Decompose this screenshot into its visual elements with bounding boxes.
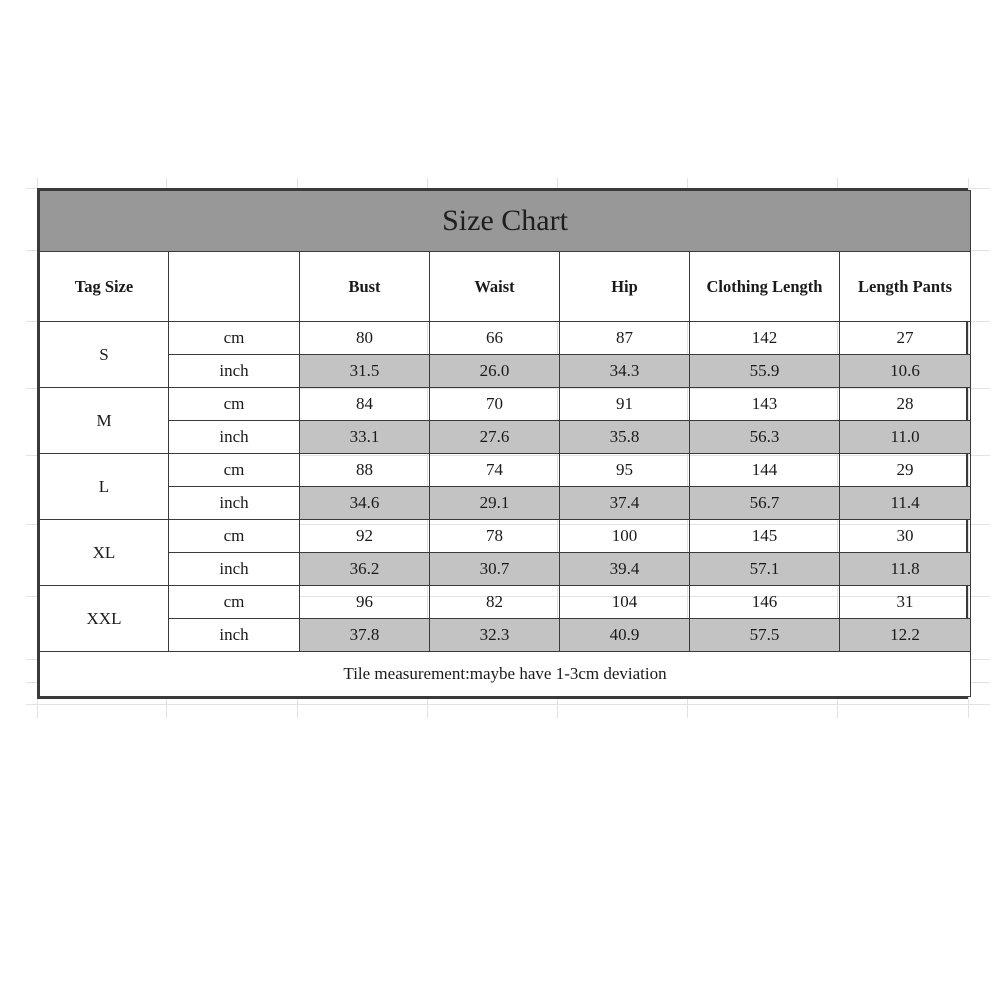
unit-label: cm: [169, 322, 300, 355]
size-label: S: [40, 322, 169, 388]
cell-length-pants: 31: [840, 586, 971, 619]
cell-length-pants: 12.2: [840, 619, 971, 652]
cell-bust: 34.6: [300, 487, 430, 520]
table-row: [40, 388, 971, 421]
cell-hip: 91: [560, 388, 690, 421]
cell-hip: 100: [560, 520, 690, 553]
table-row: [40, 586, 971, 619]
header-bust: Bust: [300, 252, 430, 322]
cell-clothing-length: 55.9: [690, 355, 840, 388]
header-tag-size: Tag Size: [40, 252, 169, 322]
table-row: [40, 421, 971, 454]
cell-clothing-length: 145: [690, 520, 840, 553]
gridline: [26, 704, 990, 705]
cell-clothing-length: 143: [690, 388, 840, 421]
cell-hip: 95: [560, 454, 690, 487]
cell-length-pants: 29: [840, 454, 971, 487]
unit-label: inch: [169, 355, 300, 388]
header-unit: [169, 252, 300, 322]
cell-hip: 37.4: [560, 487, 690, 520]
cell-clothing-length: 144: [690, 454, 840, 487]
cell-clothing-length: 56.3: [690, 421, 840, 454]
cell-clothing-length: 57.1: [690, 553, 840, 586]
cell-hip: 39.4: [560, 553, 690, 586]
cell-bust: 88: [300, 454, 430, 487]
cell-hip: 87: [560, 322, 690, 355]
size-label: XL: [40, 520, 169, 586]
cell-length-pants: 11.4: [840, 487, 971, 520]
header-length-pants: Length Pants: [840, 252, 971, 322]
cell-waist: 78: [430, 520, 560, 553]
cell-length-pants: 30: [840, 520, 971, 553]
cell-waist: 32.3: [430, 619, 560, 652]
size-label: L: [40, 454, 169, 520]
header-clothing-length: Clothing Length: [690, 252, 840, 322]
cell-clothing-length: 57.5: [690, 619, 840, 652]
header-hip: Hip: [560, 252, 690, 322]
cell-bust: 92: [300, 520, 430, 553]
table-row: [40, 520, 971, 553]
size-chart: [37, 188, 968, 699]
cell-waist: 27.6: [430, 421, 560, 454]
unit-label: inch: [169, 553, 300, 586]
cell-waist: 26.0: [430, 355, 560, 388]
cell-length-pants: 11.8: [840, 553, 971, 586]
cell-waist: 29.1: [430, 487, 560, 520]
cell-bust: 31.5: [300, 355, 430, 388]
cell-length-pants: 11.0: [840, 421, 971, 454]
table-row: [40, 454, 971, 487]
table-row: [40, 322, 971, 355]
cell-hip: 104: [560, 586, 690, 619]
cell-waist: 70: [430, 388, 560, 421]
table-row: [40, 355, 971, 388]
cell-bust: 33.1: [300, 421, 430, 454]
unit-label: inch: [169, 421, 300, 454]
size-label: XXL: [40, 586, 169, 652]
cell-hip: 35.8: [560, 421, 690, 454]
cell-clothing-length: 56.7: [690, 487, 840, 520]
header-waist: Waist: [430, 252, 560, 322]
table-row: [40, 619, 971, 652]
unit-label: cm: [169, 454, 300, 487]
cell-hip: 34.3: [560, 355, 690, 388]
unit-label: cm: [169, 388, 300, 421]
cell-length-pants: 27: [840, 322, 971, 355]
cell-hip: 40.9: [560, 619, 690, 652]
cell-length-pants: 28: [840, 388, 971, 421]
cell-waist: 74: [430, 454, 560, 487]
size-label: M: [40, 388, 169, 454]
table-row: [40, 553, 971, 586]
cell-clothing-length: 142: [690, 322, 840, 355]
cell-waist: 66: [430, 322, 560, 355]
cell-waist: 82: [430, 586, 560, 619]
unit-label: cm: [169, 520, 300, 553]
size-chart-table: [39, 190, 971, 697]
unit-label: inch: [169, 487, 300, 520]
cell-bust: 84: [300, 388, 430, 421]
measurement-note: Tile measurement:maybe have 1-3cm deviation: [40, 652, 971, 697]
unit-label: cm: [169, 586, 300, 619]
cell-bust: 36.2: [300, 553, 430, 586]
cell-bust: 96: [300, 586, 430, 619]
cell-length-pants: 10.6: [840, 355, 971, 388]
header-row: [40, 252, 971, 322]
cell-clothing-length: 146: [690, 586, 840, 619]
cell-bust: 37.8: [300, 619, 430, 652]
table-row: [40, 487, 971, 520]
unit-label: inch: [169, 619, 300, 652]
cell-waist: 30.7: [430, 553, 560, 586]
cell-bust: 80: [300, 322, 430, 355]
chart-title: Size Chart: [40, 191, 971, 252]
